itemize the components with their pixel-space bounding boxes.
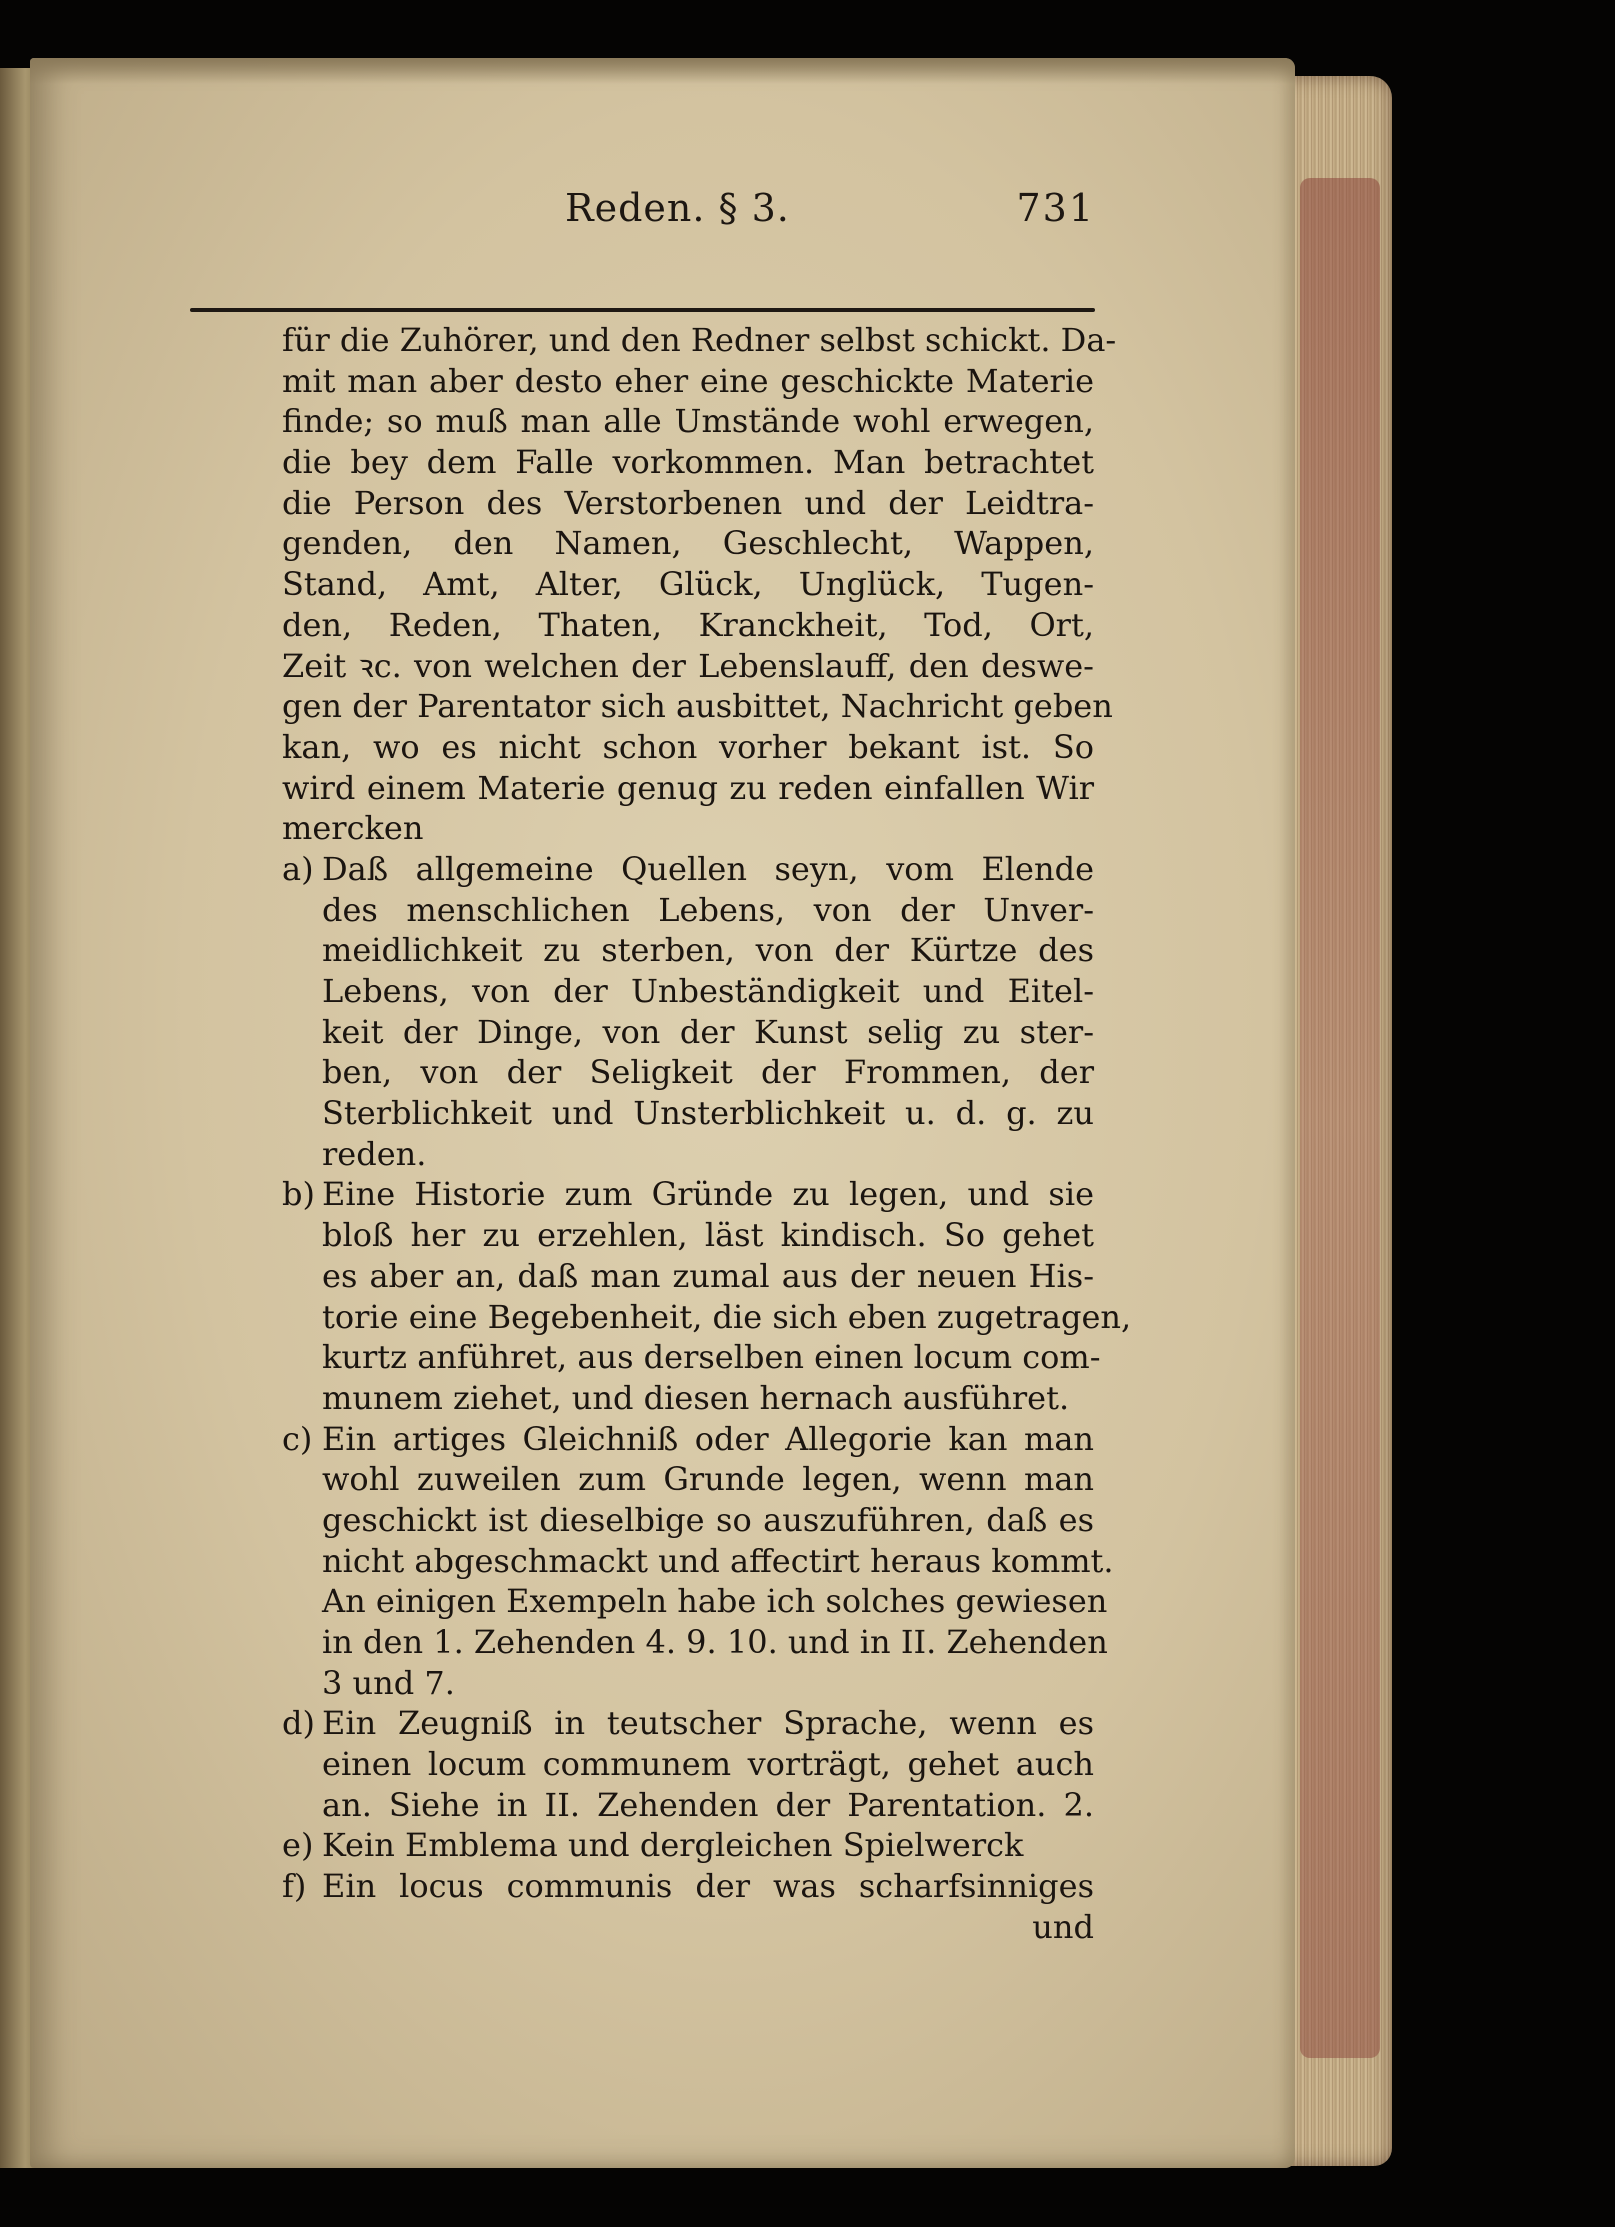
list-item-line: munem ziehet, und diesen hernach ausführet. [322, 1378, 1070, 1417]
list-item-line [282, 1419, 1094, 1460]
list-item-line: An einigen Exempeln habe ich solches gewiesen [322, 1582, 1108, 1621]
item-label: b) [282, 1175, 315, 1214]
list-item-line: geschickt ist dieselbige so auszuführen, daß es [322, 1500, 1094, 1539]
page-header [160, 186, 1095, 246]
list-item-line: Lebens, von der Unbeständigkeit und Eitel- [322, 972, 1094, 1010]
text-line: finde; so muß man alle Umstände wohl erwegen, [282, 402, 1094, 441]
list-item-line: ben, von der Seligkeit der Frommen, der [322, 1053, 1094, 1092]
list-item-line: torie eine Begebenheit, die sich eben zugetragen, [322, 1297, 1132, 1336]
item-text: Kein Emblema und dergleichen Spielwerck [322, 1826, 1024, 1865]
item-label: e) [282, 1826, 314, 1865]
list-item-line: keit der Dinge, von der Kunst selig zu ster- [322, 1012, 1094, 1051]
book-page [30, 58, 1295, 2168]
item-label: d) [282, 1704, 315, 1743]
book [0, 58, 1395, 2178]
item-label: c) [282, 1419, 313, 1458]
text-line: mit man aber desto eher eine geschickte Materie [282, 361, 1094, 400]
text-line: für die Zuhörer, und den Redner selbst schickt. Da- [282, 321, 1117, 359]
running-title: Reden. § 3. [565, 186, 790, 230]
text-line: mercken [282, 809, 424, 848]
list-item-line: Sterblichkeit und Unsterblichkeit u. d. g. zu [322, 1094, 1094, 1133]
item-text: Ein locus communis der was scharfsinniges [322, 1867, 1094, 1906]
text-line: Zeit ꝛc. von welchen der Lebenslauff, den deswe- [282, 646, 1094, 685]
list-item-line: meidlichkeit zu sterben, von der Kürtze des [322, 931, 1094, 970]
list-item-line: nicht abgeschmackt und affectirt heraus kommt. [322, 1541, 1114, 1580]
text-line: die bey dem Falle vorkommen. Man betrachtet [282, 443, 1094, 482]
list-item-line: des menschlichen Lebens, von der Unver- [322, 890, 1094, 929]
catchword: und [1032, 1907, 1094, 1946]
list-item-line [282, 1825, 1094, 1866]
list-item-line: bloß her zu erzehlen, läst kindisch. So gehet [322, 1216, 1094, 1255]
list-item-line [282, 1703, 1094, 1744]
list-item-line [282, 1174, 1094, 1215]
page-number: 731 [1016, 186, 1095, 230]
list-item-line: wohl zuweilen zum Grunde legen, wenn man [322, 1460, 1094, 1499]
list-item-line: einen locum communem vorträgt, gehet auch [322, 1745, 1094, 1784]
list-item-line [282, 1866, 1094, 1907]
header-rule [190, 308, 1095, 312]
text-line: Stand, Amt, Alter, Glück, Unglück, Tugen- [282, 565, 1094, 604]
item-text: Eine Historie zum Gründe zu legen, und sie [322, 1175, 1094, 1214]
list-item-line: es aber an, daß man zumal aus der neuen His- [322, 1256, 1094, 1295]
text-line: die Person des Verstorbenen und der Leidtra- [282, 483, 1094, 522]
text-line: den, Reden, Thaten, Kranckheit, Tod, Ort, [282, 605, 1094, 644]
item-text: Ein Zeugniß in teutscher Sprache, wenn es [322, 1704, 1094, 1743]
list-item-line: in den 1. Zehenden 4. 9. 10. und in II. Zehenden [322, 1623, 1108, 1661]
text-line: gen der Parentator sich ausbittet, Nachricht geben [282, 687, 1113, 726]
item-text: Daß allgemeine Quellen seyn, vom Elende [322, 849, 1094, 888]
list-item-line: 3 und 7. [322, 1663, 455, 1702]
list-item-line: reden. [322, 1134, 427, 1173]
text-line: wird einem Materie genug zu reden einfallen Wir [282, 768, 1094, 807]
list-item-line: an. Siehe in II. Zehenden der Parentation. 2. [322, 1785, 1094, 1824]
text-line: kan, wo es nicht schon vorher bekant ist. So [282, 727, 1094, 766]
list-item-line: kurtz anführet, aus derselben einen locum com- [322, 1338, 1101, 1377]
item-text: Ein artiges Gleichniß oder Allegorie kan man [322, 1419, 1094, 1458]
red-edge-stain [1300, 178, 1380, 2058]
text-line: genden, den Namen, Geschlecht, Wappen, [282, 524, 1094, 563]
item-label: f) [282, 1867, 307, 1906]
item-label: a) [282, 849, 314, 888]
body-text [282, 320, 1132, 1948]
list-item-line [282, 849, 1094, 890]
